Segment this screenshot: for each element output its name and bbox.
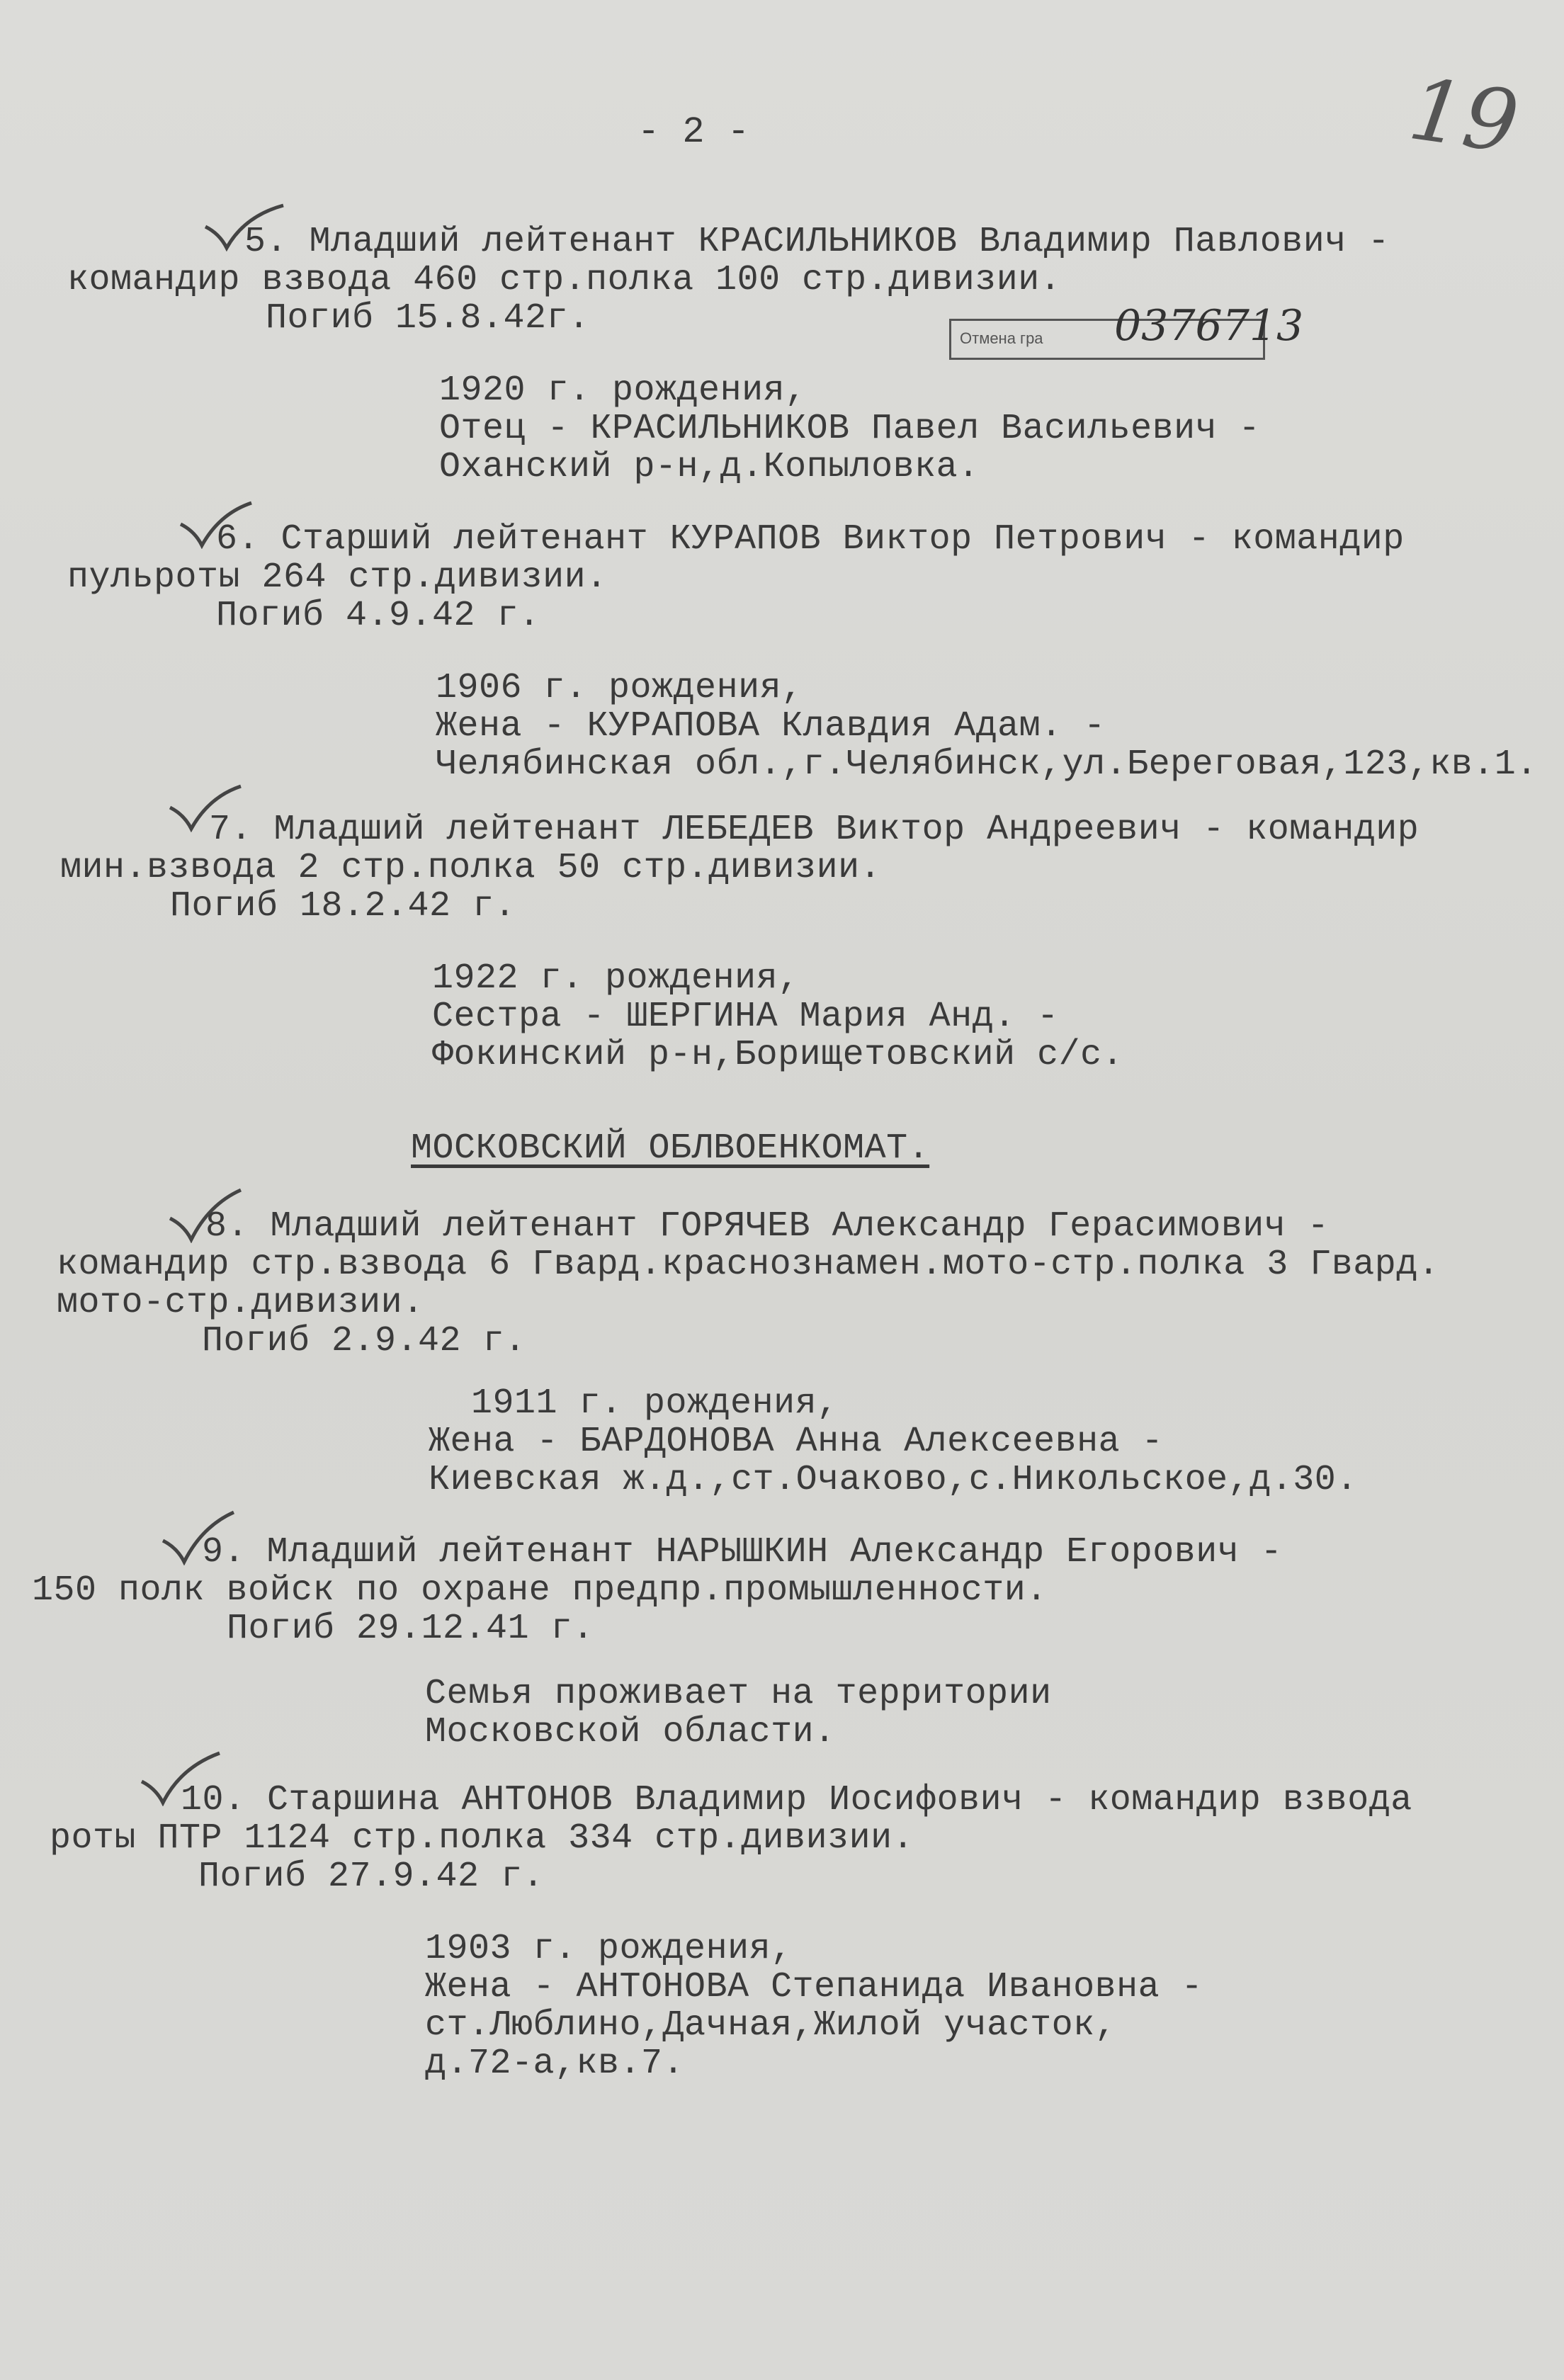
entry-5-detail-3: Оханский р-н,д.Копыловка. — [439, 447, 980, 487]
entry-5-line-1: 5. Младший лейтенант КРАСИЛЬНИКОВ Владимир Павлович - — [244, 222, 1390, 262]
entry-9-detail-1: Семья проживает на территории — [425, 1674, 1052, 1714]
entry-5-detail-2: Отец - КРАСИЛЬНИКОВ Павел Васильевич - — [439, 409, 1261, 449]
entry-8-line-1: 8. Младший лейтенант ГОРЯЧЕВ Александр Герасимович - — [205, 1206, 1330, 1247]
entry-9-detail-2: Московской области. — [425, 1712, 836, 1752]
entry-9-line-2: 150 полк войск по охране предпр.промышленности. — [32, 1570, 1048, 1611]
stamp-number: 0376713 — [1114, 301, 1304, 351]
entry-7-line-1: 7. Младший лейтенант ЛЕБЕДЕВ Виктор Андреевич - командир — [209, 810, 1420, 850]
stamp — [949, 301, 1304, 360]
entry-7-detail-2: Сестра - ШЕРГИНА Мария Анд. - — [432, 997, 1059, 1037]
entry-5-line-3: Погиб 15.8.42г. — [266, 298, 590, 339]
entry-9-line-3: Погиб 29.12.41 г. — [227, 1609, 594, 1649]
entry-10-line-2: роты ПТР 1124 стр.полка 334 стр.дивизии. — [50, 1818, 914, 1859]
entry-6-line-3: Погиб 4.9.42 г. — [216, 596, 540, 636]
entry-8-line-3: мото-стр.дивизии. — [57, 1283, 424, 1323]
entry-8-detail-2: Жена - БАРДОНОВА Анна Алексеевна - — [429, 1422, 1164, 1462]
entry-10-detail-1: 1903 г. рождения, — [425, 1929, 793, 1969]
entry-7-line-3: Погиб 18.2.42 г. — [170, 886, 516, 926]
entry-8-line-4: Погиб 2.9.42 г. — [202, 1321, 526, 1361]
page-number: - 2 - — [638, 111, 750, 153]
entry-9-line-1: 9. Младший лейтенант НАРЫШКИН Александр Егорович - — [202, 1532, 1283, 1572]
entry-6-line-1: 6. Старший лейтенант КУРАПОВ Виктор Петрович - командир — [216, 519, 1405, 560]
entry-6-detail-1: 1906 г. рождения, — [436, 668, 803, 708]
entry-6-line-2: пульроты 264 стр.дивизии. — [67, 557, 608, 598]
entry-7-line-2: мин.взвода 2 стр.полка 50 стр.дивизии. — [60, 848, 882, 888]
section-heading: МОСКОВСКИЙ ОБЛВОЕНКОМАТ. — [411, 1128, 930, 1169]
entry-5-line-2: командир взвода 460 стр.полка 100 стр.дивизии. — [67, 260, 1062, 300]
folio-number: 19 — [1403, 60, 1524, 173]
entry-10-detail-2: Жена - АНТОНОВА Степанида Ивановна - — [425, 1967, 1203, 2007]
entry-8-line-2: командир стр.взвода 6 Гвард.краснознамен.мото-стр.полка 3 Гвард. — [57, 1245, 1440, 1285]
entry-10-detail-3: ст.Люблино,Дачная,Жилой участок, — [425, 2005, 1117, 2046]
entry-6-detail-3: Челябинская обл.,г.Челябинск,ул.Береговая,123,кв.1. — [436, 744, 1538, 785]
entry-6-detail-2: Жена - КУРАПОВА Клавдия Адам. - — [436, 706, 1106, 747]
entry-8-detail-3: Киевская ж.д.,ст.Очаково,с.Никольское,д.30. — [429, 1460, 1358, 1500]
stamp-label: Отмена гра — [960, 329, 1043, 347]
entry-8-detail-1: 1911 г. рождения, — [471, 1383, 839, 1424]
entry-7-detail-1: 1922 г. рождения, — [432, 958, 800, 999]
entry-10-line-3: Погиб 27.9.42 г. — [198, 1857, 545, 1897]
entry-10-detail-4: д.72-а,кв.7. — [425, 2044, 685, 2084]
entry-10-line-1: 10. Старшина АНТОНОВ Владимир Иосифович - командир взвода — [181, 1780, 1412, 1820]
entry-7-detail-3: Фокинский р-н,Борищетовский с/с. — [432, 1035, 1124, 1075]
entry-5-detail-1: 1920 г. рождения, — [439, 370, 807, 411]
